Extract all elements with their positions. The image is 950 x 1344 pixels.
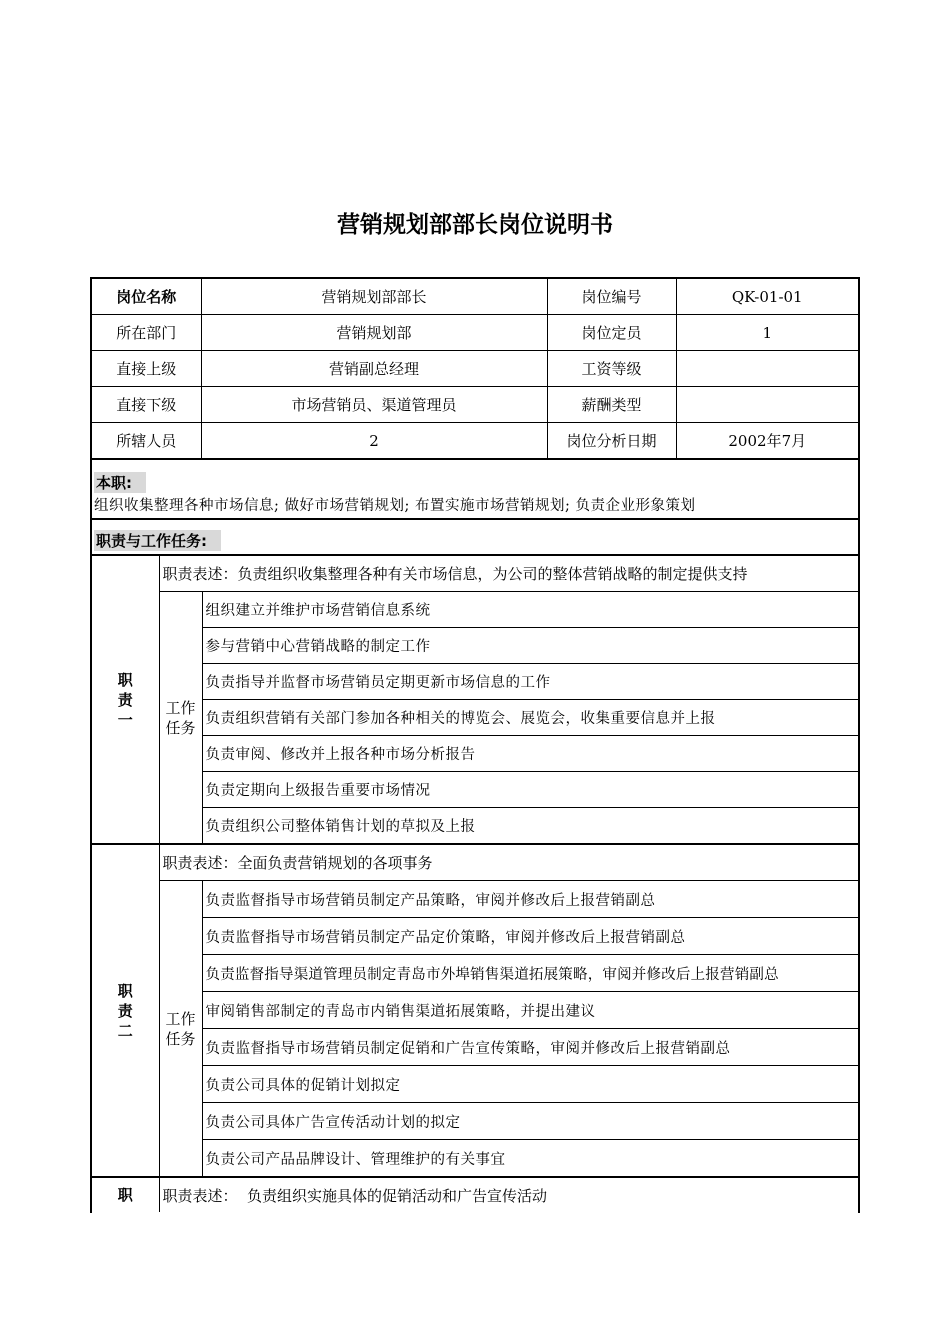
info-label: 直接下级 bbox=[92, 387, 201, 423]
task-item: 负责定期向上级报告重要市场情况 bbox=[202, 772, 858, 808]
task-item: 组织建立并维护市场营销信息系统 bbox=[202, 592, 858, 628]
task-item: 负责公司产品品牌设计、管理维护的有关事宜 bbox=[202, 1140, 858, 1177]
task-item: 负责公司具体的促销计划拟定 bbox=[202, 1066, 858, 1103]
duty-one-table bbox=[92, 555, 858, 844]
info-value: 1 bbox=[676, 315, 858, 351]
duties-header bbox=[92, 520, 858, 555]
info-value: 营销副总经理 bbox=[201, 351, 547, 387]
info-value bbox=[676, 387, 858, 423]
info-label: 直接上级 bbox=[92, 351, 201, 387]
task-item: 负责监督指导渠道管理员制定青岛市外埠销售渠道拓展策略，审阅并修改后上报营销副总 bbox=[202, 955, 858, 992]
info-value: 营销规划部 bbox=[201, 315, 547, 351]
info-value: 2002年7月 bbox=[676, 423, 858, 460]
duty-label: 职责一 bbox=[92, 556, 159, 844]
task-item: 负责监督指导市场营销员制定产品策略，审阅并修改后上报营销副总 bbox=[202, 881, 858, 918]
job-summary bbox=[92, 460, 858, 520]
info-label: 工资等级 bbox=[547, 351, 676, 387]
info-value: 2 bbox=[201, 423, 547, 460]
duty-three-table bbox=[92, 1177, 858, 1212]
task-item: 审阅销售部制定的青岛市内销售渠道拓展策略，并提出建议 bbox=[202, 992, 858, 1029]
info-label: 所辖人员 bbox=[92, 423, 201, 460]
basic-info-table bbox=[92, 279, 858, 460]
duty-description: 职责表述：全面负责营销规划的各项事务 bbox=[159, 845, 858, 881]
task-item: 负责审阅、修改并上报各种市场分析报告 bbox=[202, 736, 858, 772]
summary-text: 组织收集整理各种市场信息; 做好市场营销规划; 布置实施市场营销规划; 负责企业形象策划 bbox=[94, 498, 696, 514]
page-title: 营销规划部部长岗位说明书 bbox=[337, 212, 613, 238]
info-label: 岗位名称 bbox=[92, 279, 201, 315]
summary-label: 本职: bbox=[94, 472, 146, 493]
task-sub-label: 工作任务 bbox=[159, 592, 202, 844]
task-item: 负责监督指导市场营销员制定产品定价策略，审阅并修改后上报营销副总 bbox=[202, 918, 858, 955]
duties-label: 职责与工作任务: bbox=[94, 530, 221, 551]
task-item: 参与营销中心营销战略的制定工作 bbox=[202, 628, 858, 664]
info-label: 薪酬类型 bbox=[547, 387, 676, 423]
duty-two-table bbox=[92, 844, 858, 1177]
info-label: 岗位编号 bbox=[547, 279, 676, 315]
job-description-table bbox=[90, 277, 860, 1213]
duty-label: 职责二 bbox=[92, 845, 159, 1177]
info-value: 营销规划部部长 bbox=[201, 279, 547, 315]
duty-label: 职 bbox=[92, 1178, 159, 1213]
task-item: 负责指导并监督市场营销员定期更新市场信息的工作 bbox=[202, 664, 858, 700]
info-value: QK-01-01 bbox=[676, 279, 858, 315]
info-value bbox=[676, 351, 858, 387]
info-row bbox=[92, 315, 858, 351]
info-row bbox=[92, 351, 858, 387]
duty-description: 职责表述：负责组织收集整理各种有关市场信息，为公司的整体营销战略的制定提供支持 bbox=[159, 556, 858, 592]
info-label: 岗位定员 bbox=[547, 315, 676, 351]
duty-description: 职责表述： 负责组织实施具体的促销活动和广告宣传活动 bbox=[159, 1178, 858, 1213]
task-item: 负责组织公司整体销售计划的草拟及上报 bbox=[202, 808, 858, 844]
info-value: 市场营销员、渠道管理员 bbox=[201, 387, 547, 423]
info-label: 所在部门 bbox=[92, 315, 201, 351]
info-row bbox=[92, 279, 858, 315]
info-row bbox=[92, 423, 858, 460]
task-item: 负责组织营销有关部门参加各种相关的博览会、展览会，收集重要信息并上报 bbox=[202, 700, 858, 736]
info-row bbox=[92, 387, 858, 423]
task-item: 负责公司具体广告宣传活动计划的拟定 bbox=[202, 1103, 858, 1140]
info-label: 岗位分析日期 bbox=[547, 423, 676, 460]
task-sub-label: 工作任务 bbox=[159, 881, 202, 1177]
task-item: 负责监督指导市场营销员制定促销和广告宣传策略，审阅并修改后上报营销副总 bbox=[202, 1029, 858, 1066]
